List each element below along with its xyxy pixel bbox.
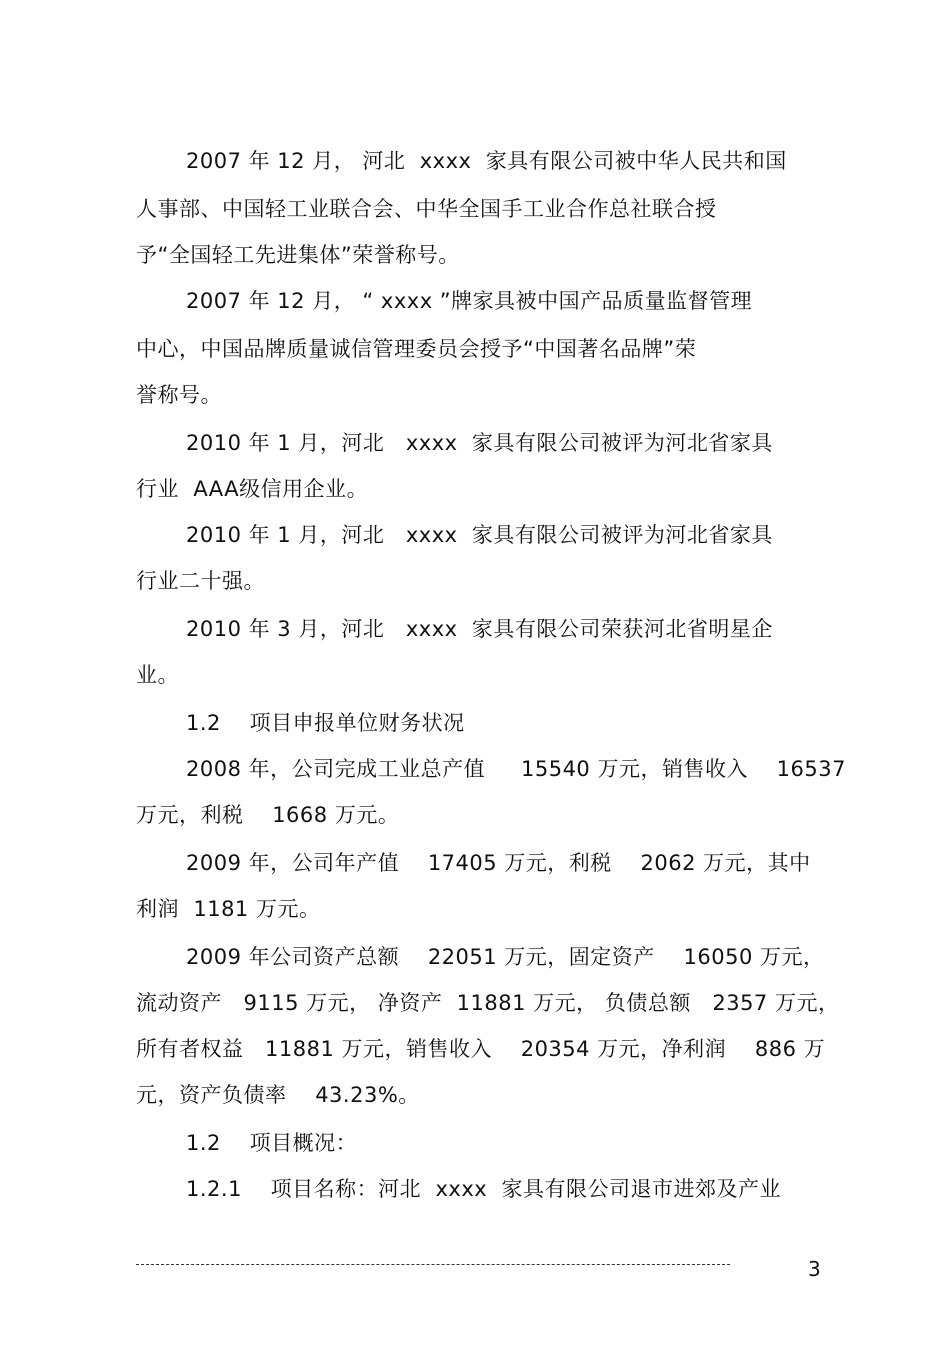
text-line: 流动资产 9115 万元， 净资产 11881 万元， 负债总额 2357 万元， <box>136 991 840 1015</box>
text-line: 2010 年 3 月，河北 xxxx 家具有限公司荣获河北省明星企 <box>186 617 773 641</box>
section-heading: 1.2 项目申报单位财务状况 <box>186 711 465 735</box>
text-line: 2008 年，公司完成工业总产值 15540 万元，销售收入 16537 <box>186 757 846 781</box>
text-line: 2009 年，公司年产值 17405 万元，利税 2062 万元，其中 <box>186 851 811 875</box>
page-number: 3 <box>808 1257 821 1281</box>
text-line: 所有者权益 11881 万元，销售收入 20354 万元，净利润 886 万 <box>136 1037 826 1061</box>
text-line: 中心，中国品牌质量诚信管理委员会授予“中国著名品牌”荣 <box>136 337 697 361</box>
text-line: 2009 年公司资产总额 22051 万元，固定资产 16050 万元， <box>186 945 825 969</box>
text-line: 利润 1181 万元。 <box>136 897 321 921</box>
text-line: 元，资产负债率 43.23%。 <box>136 1083 420 1107</box>
text-line: 行业二十强。 <box>136 569 265 593</box>
text-line: 万元，利税 1668 万元。 <box>136 803 400 827</box>
text-line: 予“全国轻工先进集体”荣誉称号。 <box>136 243 460 267</box>
text-line: 誉称号。 <box>136 383 222 407</box>
text-line: 2007 年 12 月， “ xxxx ”牌家具被中国产品质量监督管理 <box>186 289 753 313</box>
text-line: 行业 AAA级信用企业。 <box>136 477 369 501</box>
text-line: 2010 年 1 月，河北 xxxx 家具有限公司被评为河北省家具 <box>186 431 773 455</box>
section-heading: 1.2 项目概况： <box>186 1131 358 1155</box>
text-line: 人事部、中国轻工业联合会、中华全国手工业合作总社联合授 <box>136 197 717 221</box>
footer-divider <box>136 1264 730 1265</box>
text-line: 业。 <box>136 663 179 687</box>
subsection-line: 1.2.1 项目名称：河北 xxxx 家具有限公司退市进郊及产业 <box>186 1177 782 1201</box>
text-line: 2007 年 12 月， 河北 xxxx 家具有限公司被中华人民共和国 <box>186 149 787 173</box>
text-line: 2010 年 1 月，河北 xxxx 家具有限公司被评为河北省家具 <box>186 523 773 547</box>
